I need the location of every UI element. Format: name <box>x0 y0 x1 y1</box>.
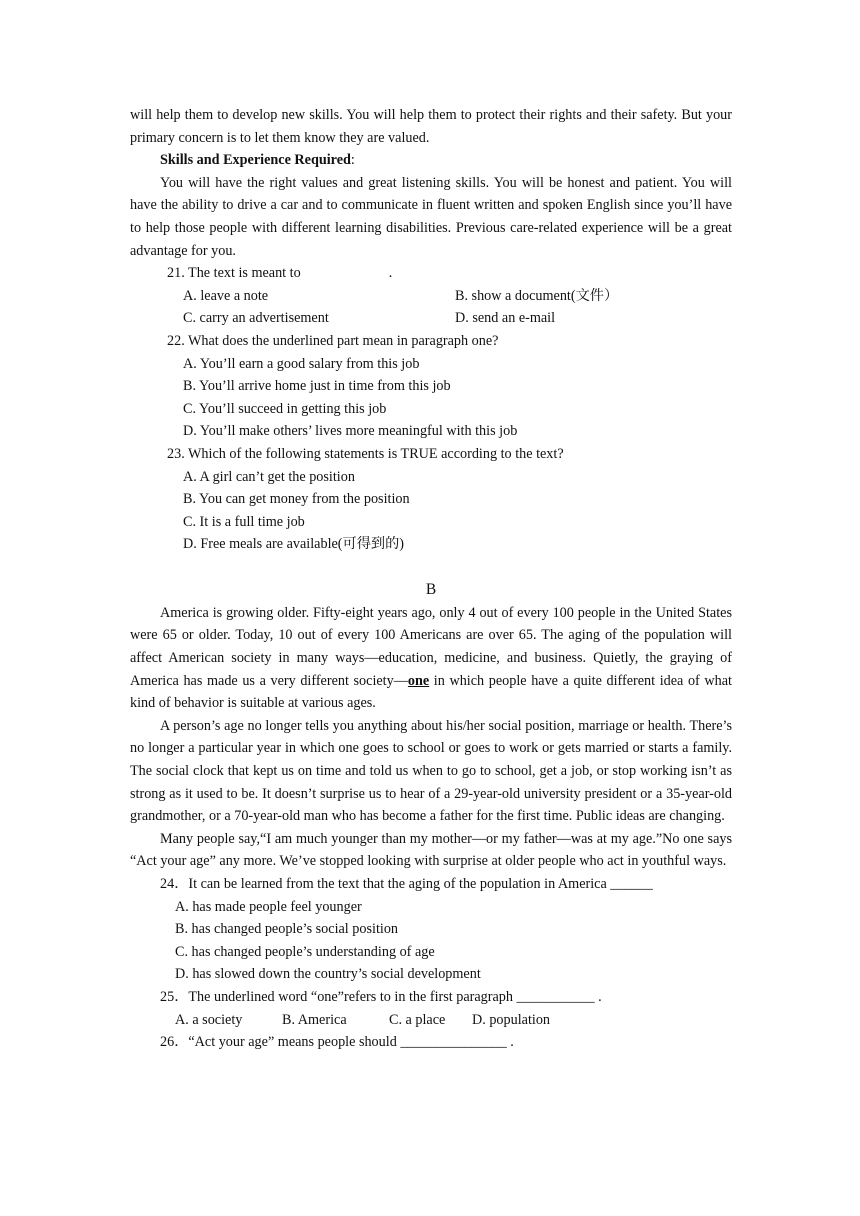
skills-heading-colon: : <box>350 152 355 169</box>
passage-a-paragraph-continued: will help them to develop new skills. You will help them to protect their rights and their safety. But your primary concern is to let them know they are valued. <box>130 107 732 146</box>
passage-b-paragraph-2: A person’s age no longer tells you anything about his/her social position, marriage or health. There’s no longer a particular year in which one goes to school or goes to work or gets married or starts a family. The social clock that kept us on time and told us when to go to school, get a job, or stop working isn’t as strong as it used to be. It doesn’t surprise us to hear of a 29-year-old university president or a 35-year-old grandmother, or a 70-year-old man who has become a father for the first time. Public ideas are changing. <box>130 717 732 825</box>
option-23-c: C. It is a full time job <box>183 513 305 530</box>
option-22-c: C. You’ll succeed in getting this job <box>183 400 387 417</box>
option-21-d: D. send an e-mail <box>455 310 556 327</box>
option-22-a: A. You’ll earn a good salary from this job <box>183 355 420 372</box>
option-21-a: A. leave a note <box>183 287 269 304</box>
option-25-d: D. population <box>472 1011 551 1028</box>
question-24-stem: 24．It can be learned from the text that the aging of the population in America ______ <box>160 876 653 892</box>
passage-b-paragraph-3: Many people say,“I am much younger than my mother—or my father—was at my age.”No one says “Act your age” any more. We’ve stopped looking with surprise at older people who act in youthful ways. <box>130 830 732 870</box>
underlined-word-one: one <box>407 672 430 689</box>
option-24-d: D. has slowed down the country’s social development <box>175 966 481 983</box>
option-24-a: A. has made people feel younger <box>175 898 362 915</box>
option-25-a: A. a society <box>175 1011 243 1028</box>
passage-b-p1-before: America is growing older. Fifty-eight years ago, only 4 out of every 100 people in the United States were 65 or older. Today, 10 out of every 100 Americans are over 65. The aging of the population will affect American society in many ways—education, medicine, and business. Quietly, the graying of America has made us a very different society— <box>130 604 732 689</box>
option-25-c: C. a place <box>389 1011 446 1028</box>
option-24-b: B. has changed people’s social position <box>175 921 399 938</box>
passage-b-paragraph-1 <box>130 602 732 715</box>
question-25-options <box>130 1009 732 1032</box>
passage-b-p1-after: in which people have a quite different idea of what kind of behavior is suitable at various ages. <box>130 672 732 712</box>
skills-paragraph: You will have the right values and great listening skills. You will be honest and patient. You will have the ability to drive a car and to communicate in fluent written and spoken English since you’ll have to help those people with different learning disabilities. Previous care-related experience will be a great advantage for you. <box>130 174 732 259</box>
option-23-b: B. You can get money from the position <box>183 491 410 508</box>
question-21-options-row-1 <box>130 285 732 308</box>
option-23-d: D. Free meals are available(可得到的) <box>183 536 405 553</box>
skills-heading: Skills and Experience Required <box>160 152 351 169</box>
question-21-stem: 21. The text is meant to <box>167 265 301 282</box>
option-23-a: A. A girl can’t get the position <box>183 468 355 485</box>
question-26-stem: 26．“Act your age” means people should _______________ . <box>160 1034 514 1051</box>
skills-heading-line <box>130 149 732 172</box>
option-22-d: D. You’ll make others’ lives more meaningful with this job <box>183 423 518 440</box>
option-21-c: C. carry an advertisement <box>183 310 329 327</box>
option-21-b: B. show a document(文件） <box>455 287 619 304</box>
document-page <box>130 104 732 1054</box>
question-23-stem: 23. Which of the following statements is TRUE according to the text? <box>167 445 564 462</box>
question-21 <box>130 262 732 285</box>
option-25-b: B. America <box>282 1011 347 1028</box>
passage-b-heading: B <box>425 580 437 598</box>
question-25-stem: 25．The underlined word “one”refers to in the first paragraph ___________ . <box>160 988 602 1005</box>
option-24-c: C. has changed people’s understanding of age <box>175 943 435 960</box>
option-22-b: B. You’ll arrive home just in time from this job <box>183 378 451 395</box>
question-22-stem: 22. What does the underlined part mean in paragraph one? <box>167 332 499 349</box>
question-21-options-row-2 <box>130 307 732 330</box>
question-21-stem-end: . <box>388 265 393 282</box>
